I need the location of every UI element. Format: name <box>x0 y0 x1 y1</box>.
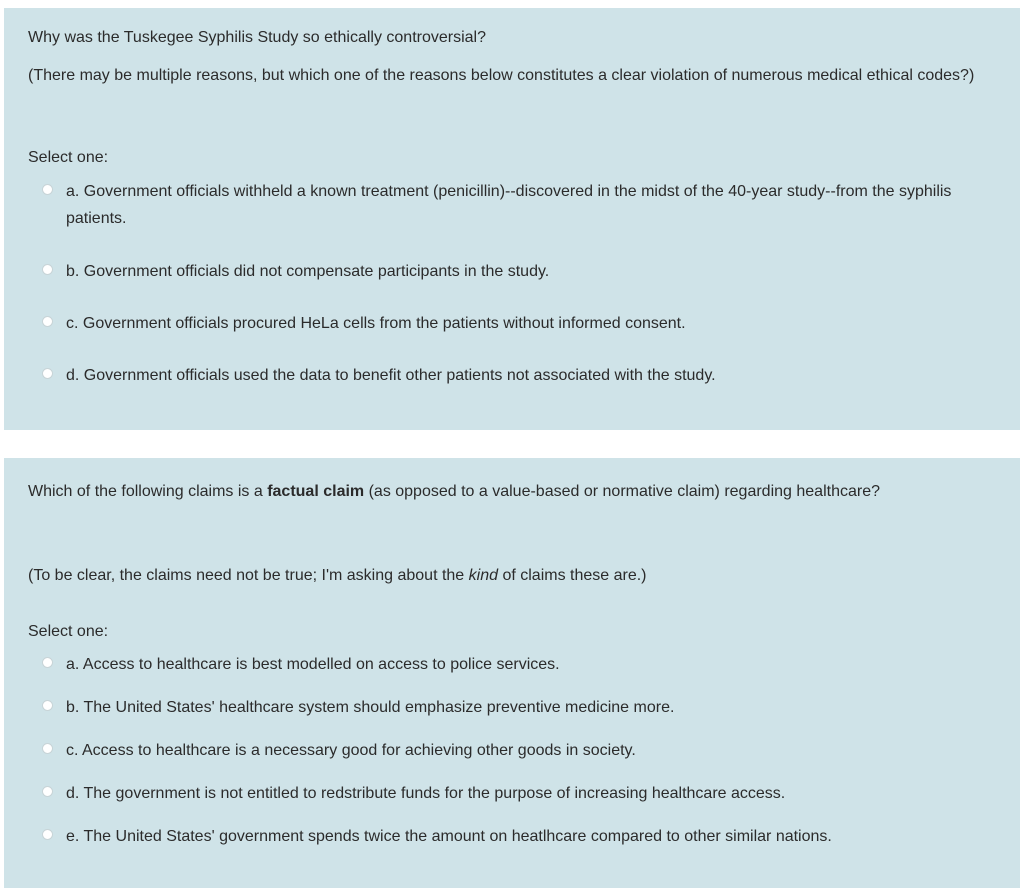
option-label: d. The government is not entitled to redstribute funds for the purpose of increasing healthcare access. <box>66 785 786 802</box>
answer-option-d[interactable] <box>42 780 1002 807</box>
answer-option-c[interactable] <box>42 310 1002 337</box>
prompt-text: (as opposed to a value-based or normative claim) regarding healthcare? <box>364 483 880 500</box>
prompt-text: Which of the following claims is a <box>28 483 268 500</box>
radio-button[interactable] <box>42 829 53 840</box>
answer-option-d[interactable] <box>42 362 1002 389</box>
radio-button[interactable] <box>42 786 53 797</box>
option-label: a. Access to healthcare is best modelled on access to police services. <box>66 656 560 673</box>
prompt-emphasis: factual claim <box>267 483 365 500</box>
option-label: c. Access to healthcare is a necessary good for achieving other goods in society. <box>66 742 636 759</box>
question-card-1 <box>4 8 1020 430</box>
radio-button[interactable] <box>42 657 53 668</box>
radio-button[interactable] <box>42 368 53 379</box>
question-2-note <box>28 562 988 589</box>
option-label: b. Government officials did not compensate participants in the study. <box>66 263 550 280</box>
answer-option-a[interactable] <box>42 651 1002 678</box>
radio-button[interactable] <box>42 700 53 711</box>
question-1-prompt: Why was the Tuskegee Syphilis Study so ethically controversial? <box>28 29 486 46</box>
question-card-2 <box>4 458 1020 888</box>
option-label: e. The United States' government spends twice the amount on heatlhcare compared to other similar nations. <box>66 828 832 845</box>
note-text: (To be clear, the claims need not be true; I'm asking about the <box>28 567 469 584</box>
answer-option-c[interactable] <box>42 737 1002 764</box>
option-label: b. The United States' healthcare system should emphasize preventive medicine more. <box>66 699 675 716</box>
select-one-label: Select one: <box>28 623 109 640</box>
select-one-label: Select one: <box>28 149 109 166</box>
question-2-prompt <box>28 478 988 505</box>
option-label: d. Government officials used the data to benefit other patients not associated with the study. <box>66 367 716 384</box>
radio-button[interactable] <box>42 264 53 275</box>
note-emphasis: kind <box>468 567 498 584</box>
radio-button[interactable] <box>42 743 53 754</box>
answer-option-b[interactable] <box>42 258 1002 285</box>
answer-option-e[interactable] <box>42 823 1002 850</box>
radio-button[interactable] <box>42 316 53 327</box>
answer-option-b[interactable] <box>42 694 1002 721</box>
radio-button[interactable] <box>42 184 53 195</box>
question-1-note: (There may be multiple reasons, but which one of the reasons below constitutes a clear violation of numerous medical ethical codes?) <box>28 67 975 84</box>
answer-option-a[interactable] <box>42 178 1002 232</box>
option-label: a. Government officials withheld a known treatment (penicillin)--discovered in the midst of the 40-year study--from the syphilis patients. <box>66 183 952 227</box>
note-text: of claims these are.) <box>498 567 647 584</box>
option-label: c. Government officials procured HeLa cells from the patients without informed consent. <box>66 315 686 332</box>
